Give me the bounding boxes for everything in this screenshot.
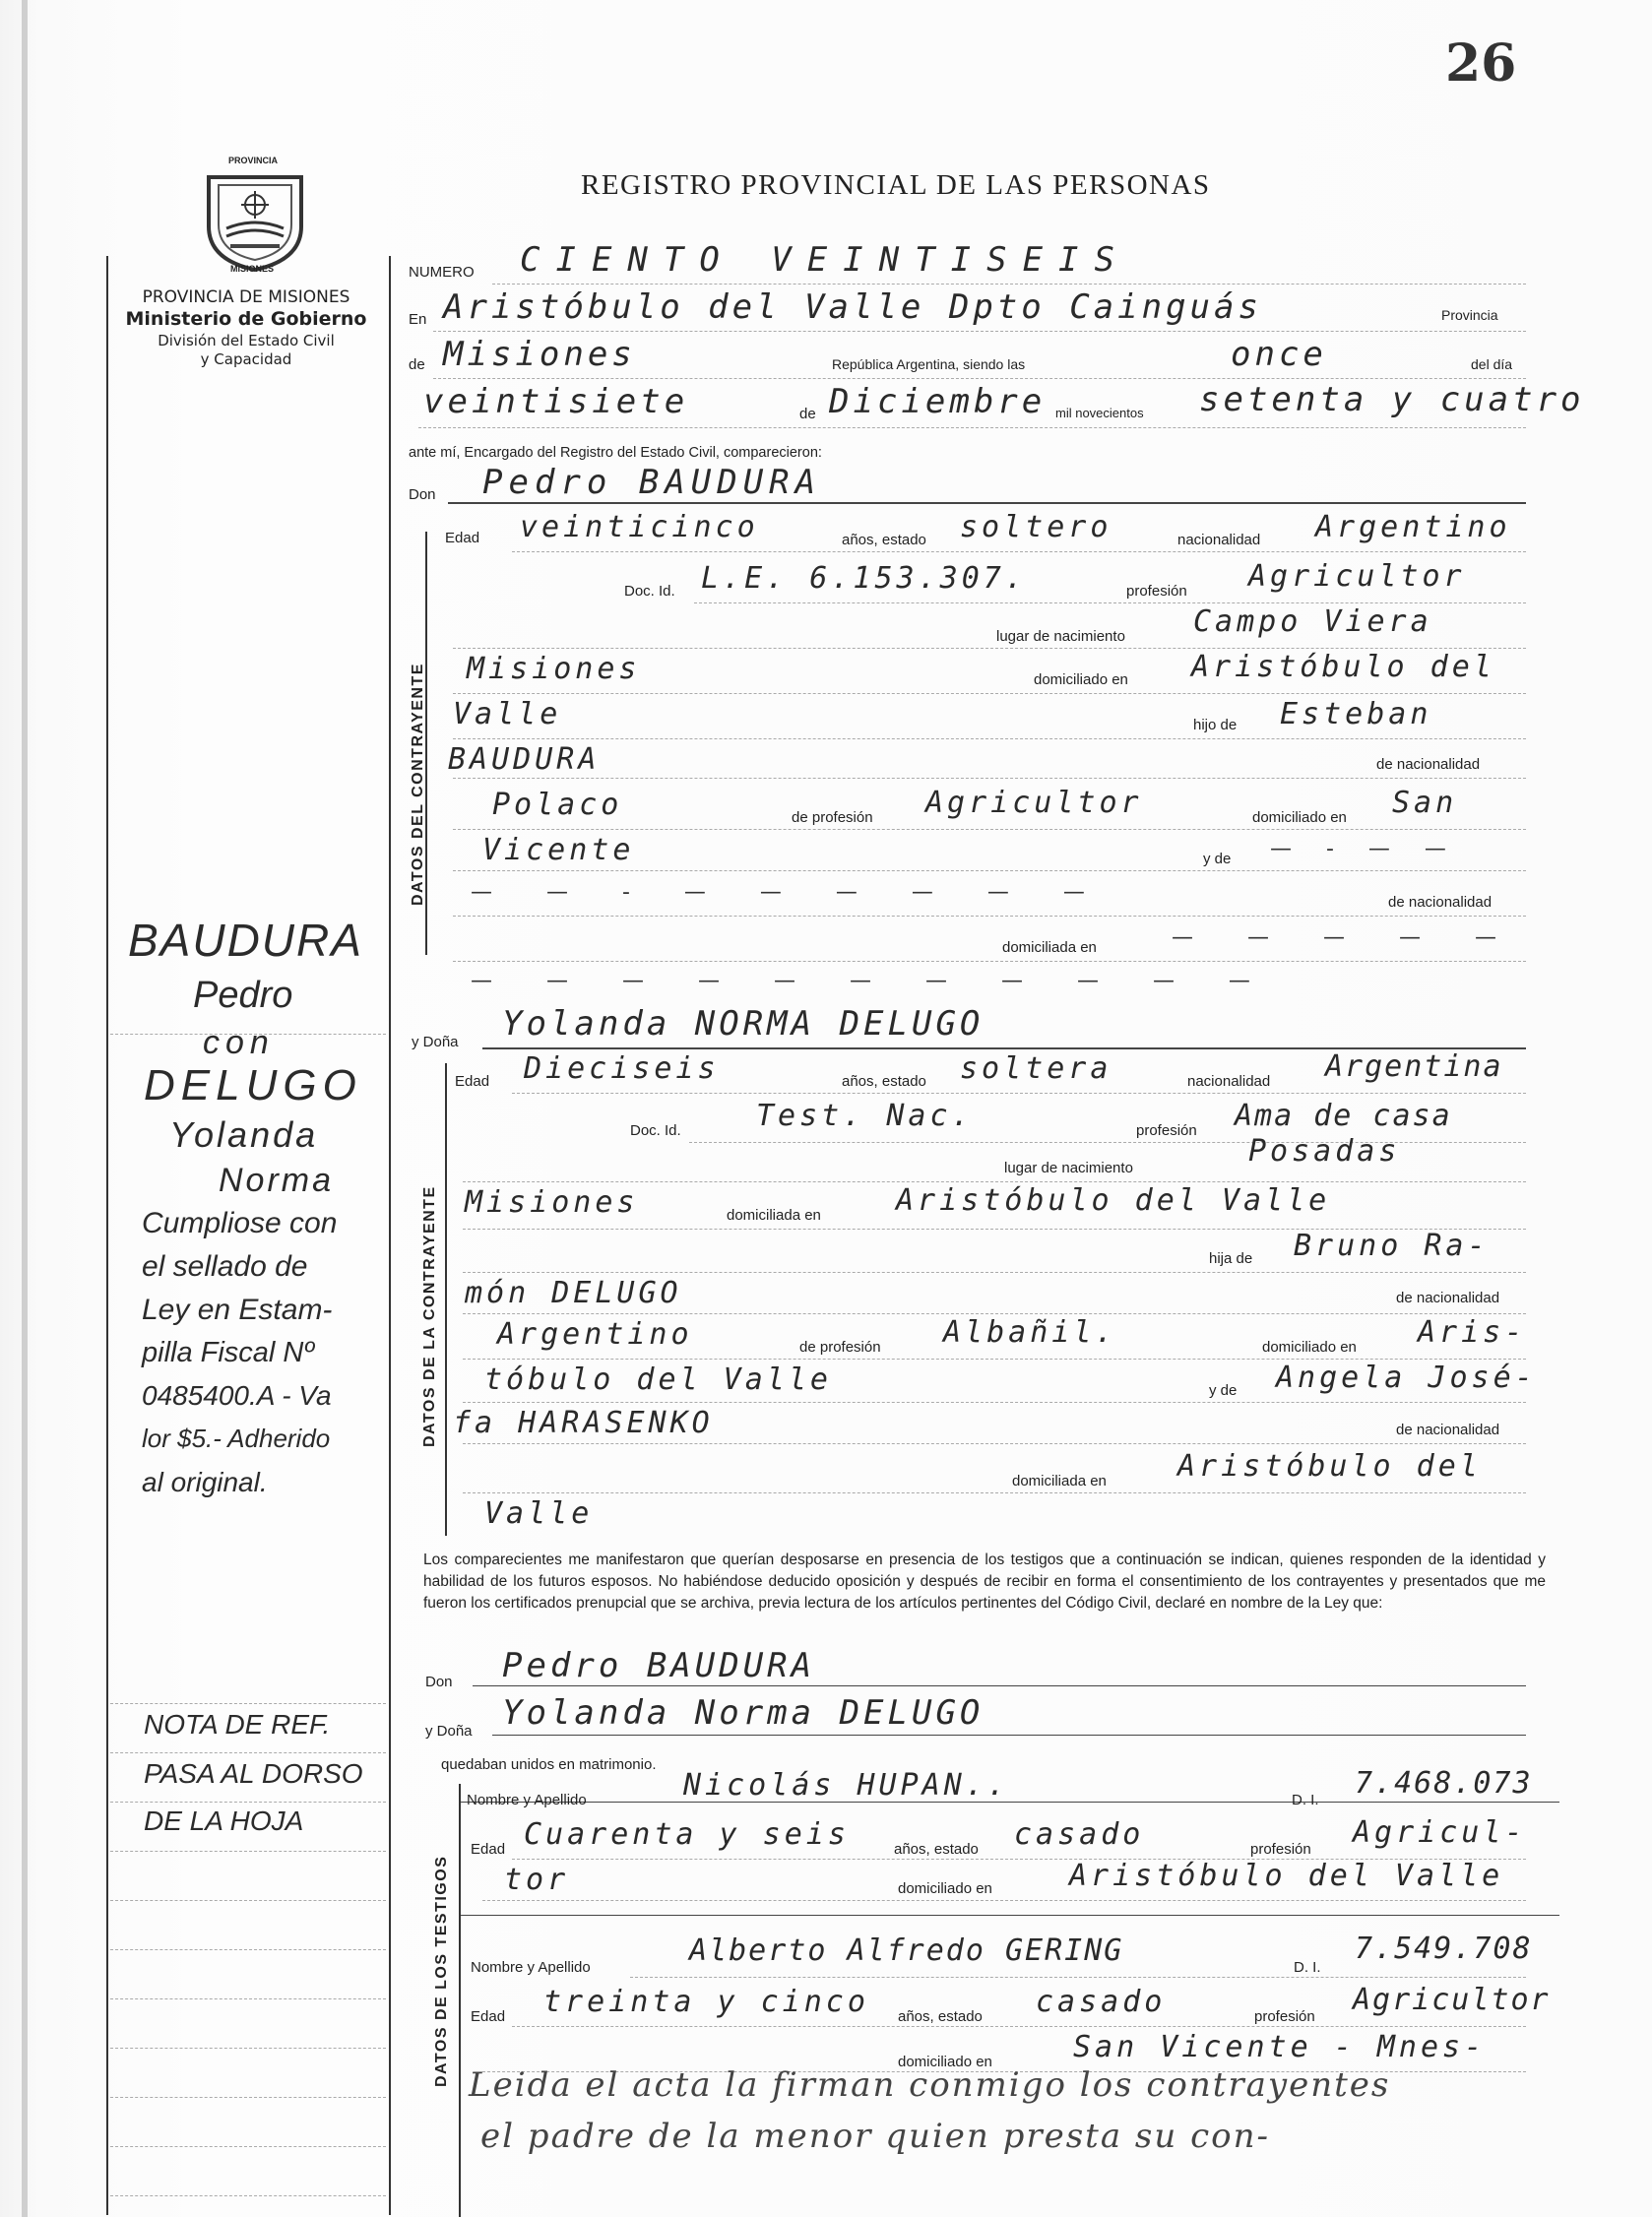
issuing-organization <box>108 287 384 369</box>
decl-unidos: quedaban unidos en matrimonio. <box>441 1756 657 1773</box>
ct-doc-value: Test. Nac. <box>756 1099 974 1133</box>
t1-prof-label: profesión <box>1250 1841 1311 1858</box>
decl-dona-label: y Doña <box>425 1723 473 1740</box>
ct-estado-value: soltera <box>960 1051 1112 1086</box>
t2-dom-value: San Vicente - Mnes- <box>1073 2030 1487 2064</box>
ct-padre-dom-value2: tóbulo del Valle <box>484 1362 832 1397</box>
c-madre-dom-label: domiciliada en <box>1002 939 1097 956</box>
t1-estado-label: años, estado <box>894 1841 979 1858</box>
c-y-de-label: y de <box>1203 851 1232 867</box>
ct-profesion-label: profesión <box>1136 1122 1197 1139</box>
t2-di-label: D. I. <box>1294 1959 1321 1976</box>
t1-estado-value: casado <box>1014 1817 1145 1852</box>
t1-nombre-label: Nombre y Apellido <box>467 1792 587 1808</box>
ct-madre-value2: fa HARASENKO <box>453 1406 714 1440</box>
ct-padre-dom-value: Aris- <box>1418 1315 1527 1350</box>
margin-note-stamp-7: al original. <box>142 1467 268 1497</box>
margin-note-stamp-1: Cumpliose con <box>142 1207 338 1239</box>
t2-nombre-value: Alberto Alfredo GERING <box>689 1933 1124 1968</box>
c-estado-label: años, estado <box>842 532 926 548</box>
t2-prof-label: profesión <box>1254 2008 1315 2025</box>
document-title: REGISTRO PROVINCIAL DE LAS PERSONAS <box>581 169 1211 201</box>
ct-madre-nac-label: de nacionalidad <box>1396 1422 1500 1438</box>
hora-value: once <box>1231 335 1327 374</box>
margin-note-name-1: Pedro <box>193 975 293 1016</box>
t1-prof-value: Agricul- <box>1353 1815 1527 1850</box>
ct-doc-label: Doc. Id. <box>630 1122 681 1139</box>
c-padre-prof-value: Agricultor <box>925 786 1143 820</box>
page-binding <box>22 0 28 2217</box>
closing-line-2: el padre de la menor quien presta su con- <box>480 2117 1270 2156</box>
ct-nombre-value: Yolanda NORMA DELUGO <box>502 1004 985 1044</box>
org-capacity: y Capacidad <box>200 349 292 368</box>
t1-edad-value: Cuarenta y seis <box>524 1817 850 1852</box>
c-estado-value: soltero <box>960 510 1112 544</box>
margin-ref-note-2: PASA AL DORSO <box>144 1758 363 1789</box>
c-padre-nac-label: de nacionalidad <box>1376 756 1481 773</box>
c-padre-dom-label: domiciliado en <box>1252 809 1347 826</box>
t2-estado-label: años, estado <box>898 2008 983 2025</box>
ct-domicilio-label: domiciliada en <box>727 1207 821 1224</box>
del-dia-label: del día <box>1471 356 1513 372</box>
en-label: En <box>409 311 427 328</box>
decl-dona-value: Yolanda Norma DELUGO <box>502 1693 985 1733</box>
t1-di-value: 7.468.073 <box>1355 1766 1533 1801</box>
t1-edad-label: Edad <box>471 1841 506 1858</box>
ct-edad-value: Dieciseis <box>524 1051 720 1086</box>
ct-lugar-value2: Misiones <box>465 1185 639 1220</box>
numero-label: NUMERO <box>409 264 475 281</box>
c-edad-value: veinticinco <box>520 510 759 544</box>
don-label: Don <box>409 486 436 503</box>
provincia-label: Provincia <box>1441 307 1498 323</box>
c-domicilio-value2: Valle <box>453 697 562 731</box>
contrayenta-section-label: DATOS DE LA CONTRAYENTE <box>421 1185 438 1447</box>
ct-padre-prof-label: de profesión <box>799 1339 881 1356</box>
ct-y-de-label: y de <box>1209 1382 1238 1399</box>
ct-madre-value: Angela José- <box>1276 1361 1537 1395</box>
ct-padre-nac-label: de nacionalidad <box>1396 1290 1500 1306</box>
org-ministry: Ministerio de Gobierno <box>125 308 367 331</box>
margin-note-stamp-3: Ley en Estam- <box>142 1294 333 1326</box>
provincial-seal-icon <box>197 158 313 274</box>
margin-note-stamp-2: el sellado de <box>142 1250 308 1283</box>
t1-dom-value: Aristóbulo del Valle <box>1069 1859 1504 1893</box>
ct-nacionalidad-value: Argentina <box>1325 1049 1503 1084</box>
left-margin-rule <box>106 256 108 2215</box>
t2-prof-value: Agricultor <box>1353 1983 1551 2017</box>
closing-line-1: Leida el acta la firman conmigo los contrayentes <box>469 2065 1391 2105</box>
document-page: 26 PROVINCIA MISIONES REGISTRO PROVINCIAL DE LAS PERSONAS PROVINCIA DE MISIONES Ministerio de Gobierno División del Estado Civil y Capacidad NUMERO CIENTO VEINTISEIS En Aristóbulo del Valle Dpto Cainguás Provincia de Misiones República Argentina, siendo las once del día veintisiete de Diciembre mil novecientos setenta y cuatro ante mí, Encargado del Registro del Estado Civil, comparecieron: Don Pedro BAUDURA DATOS DEL CONTRAYENTE Edad veinticinco años, estado soltero nacionalidad Argentino Doc. Id. L.E. 6.153.307. profesión Agricultor lugar de nacimiento Campo Viera Misiones domiciliado en Aristóbulo del Valle hijo de Esteban BAUDURA de nacionalidad Polaco de profesión Agricultor domiciliado en San Vicente y de — - — — — — - — — — — — — de nacionalidad domiciliada en — — — — — — — — — — — — — — — — y Doña Yolanda NORMA DELUGO DATOS DE LA CONTRAYENTE Edad Dieciseis años, estado soltera nacionalidad Argentina Doc. Id. Test. Nac. profesión Ama de casa lugar de nacimiento Posadas Misiones domiciliada en Aristóbulo del Valle hija de Bruno Ra- món DELUGO de nacionalidad Argentino de profesión Albañil. domiciliado en Aris- tóbulo del Valle y de Angela José- fa HARASENKO de nacionalidad domiciliada en Aristóbulo del Valle Los comparecientes me manifestaron que querían desposarse en presencia de los testigos que a continuación se indican, quienes responden de la identidad y habilidad de los futuros esposos. No habiéndose deducido oposición y después de recibir en forma el consentimiento de los contrayentes y presentados que me fueron los certificados prenupcial que se archiva, previa lectura de los artículos pertinentes del Código Civil, declaré en nombre de la Ley que: Don Pedro BAUDURA y Doña Yolanda Norma DELUGO quedaban unidos en matrimonio. DATOS DE LOS TESTIGOS Nombre y Apellido Nicolás HUPAN.. D. I. 7.468.073 Edad Cuarenta y seis años, estado casado profesión Agricul- tor domiciliado en Aristóbulo del Valle Nombre y Apellido Alberto Alfredo GERING D. I. 7.549.708 Edad treinta y cinco años, estado casado profesión Agricultor domiciliado en San Vicente - Mnes- Leida el acta la firman conmigo los contrayentes el padre de la menor quien presta su con- BAUDURA Pedro con DELUGO Yolanda Norma Cumpliose con el sellado de Ley en Estam- pilla Fiscal Nº 0485400.A - Va lor $5.- Adherido al original. NOTA DE REF. PASA AL DORSO DE LA HOJA <box>0 0 1652 2217</box>
anio-value: setenta y cuatro <box>1199 380 1585 419</box>
ct-madre-dom-value: Aristóbulo del <box>1177 1449 1482 1484</box>
ct-hija-label: hija de <box>1209 1250 1253 1267</box>
c-padre-value2: BAUDURA <box>448 742 601 777</box>
de-label: de <box>409 356 425 373</box>
c-profesion-value: Agricultor <box>1248 559 1466 594</box>
republica-label: República Argentina, siendo las <box>832 356 1026 372</box>
margin-note-name-2: Yolanda <box>169 1114 319 1155</box>
org-province: PROVINCIA DE MISIONES <box>142 287 350 307</box>
ct-madre-dom-value2: Valle <box>484 1496 594 1531</box>
c-edad-label: Edad <box>445 530 480 546</box>
ct-profesion-value: Ama de casa <box>1235 1099 1452 1133</box>
seal-text-top: PROVINCIA <box>228 156 279 165</box>
c-lugar-label: lugar de nacimiento <box>996 628 1125 645</box>
c-lugar-value2: Misiones <box>467 652 641 686</box>
ct-estado-label: años, estado <box>842 1073 926 1090</box>
c-doc-value: L.E. 6.153.307. <box>701 561 1027 596</box>
numero-value: CIENTO VEINTISEIS <box>520 240 1130 280</box>
decl-don-label: Don <box>425 1674 453 1690</box>
ante-label: ante mí, Encargado del Registro del Estado Civil, comparecieron: <box>409 445 822 461</box>
margin-note-con: con <box>203 1024 275 1061</box>
ct-nacionalidad-label: nacionalidad <box>1187 1073 1271 1090</box>
column-divider <box>389 256 391 2215</box>
margin-note-surname-1: BAUDURA <box>128 915 363 966</box>
t2-edad-value: treinta y cinco <box>543 1985 869 2019</box>
ct-padre-value2: món DELUGO <box>465 1276 682 1310</box>
margin-note-stamp-5: 0485400.A - Va <box>142 1380 332 1411</box>
ct-domicilio-value: Aristóbulo del Valle <box>896 1183 1331 1218</box>
c-padre-prof-label: de profesión <box>792 809 873 826</box>
t2-dom-label: domiciliado en <box>898 2054 992 2070</box>
ct-madre-dom-label: domiciliada en <box>1012 1473 1107 1489</box>
c-nacionalidad-value: Argentino <box>1315 510 1511 544</box>
margin-ref-note-3: DE LA HOJA <box>144 1805 304 1836</box>
t2-edad-label: Edad <box>471 2008 506 2025</box>
margin-note-stamp-4: pilla Fiscal Nº <box>142 1337 314 1368</box>
margin-note-name-3: Norma <box>219 1162 335 1199</box>
ct-lugar-value: Posadas <box>1248 1134 1401 1169</box>
t1-di-label: D. I. <box>1292 1792 1319 1808</box>
t1-nombre-value: Nicolás HUPAN.. <box>683 1768 1009 1803</box>
c-madre-nac-label: de nacionalidad <box>1388 894 1493 911</box>
c-domicilio-label: domiciliado en <box>1034 671 1128 688</box>
ct-padre-prof-value: Albañil. <box>943 1315 1117 1350</box>
c-padre-nac-value: Polaco <box>492 788 623 822</box>
c-padre-value: Esteban <box>1280 697 1432 731</box>
c-padre-dom-value: San <box>1392 786 1458 820</box>
dia-value: veintisiete <box>423 382 689 421</box>
legal-declaration-text: Los comparecientes me manifestaron que querían desposarse en presencia de los testigos que a continuación se indican, quienes responden de la identidad y habilidad de los futuros esposos. No habiéndose deducido oposición y después de recibir en forma el consentimiento de los contrayentes y presentados que me fueron los certificados prenupcial que se archiva, previa lectura de los artículos pertinentes del Código Civil, declaré en nombre de la Ley que: <box>423 1552 1546 1612</box>
c-profesion-label: profesión <box>1126 583 1187 600</box>
t1-dom-label: domiciliado en <box>898 1880 992 1897</box>
mes-value: Diciembre <box>829 382 1047 421</box>
c-lugar-value: Campo Viera <box>1193 604 1432 639</box>
margin-note-stamp-6: lor $5.- Adherido <box>142 1424 331 1453</box>
t1-prof-value2: tor <box>504 1863 570 1897</box>
mil-label: mil novecientos <box>1055 406 1144 420</box>
ct-padre-value: Bruno Ra- <box>1294 1229 1490 1263</box>
t2-estado-value: casado <box>1036 1985 1167 2019</box>
ct-padre-dom-label: domiciliado en <box>1262 1339 1357 1356</box>
de2-label: de <box>799 406 816 422</box>
margin-ref-note-1: NOTA DE REF. <box>144 1709 331 1740</box>
c-nacionalidad-label: nacionalidad <box>1177 532 1261 548</box>
c-hijo-label: hijo de <box>1193 717 1238 733</box>
decl-don-value: Pedro BAUDURA <box>502 1646 816 1685</box>
margin-note-surname-2: DELUGO <box>144 1061 362 1109</box>
c-domicilio-value: Aristóbulo del <box>1191 650 1495 684</box>
t2-nombre-label: Nombre y Apellido <box>471 1959 591 1976</box>
y-dona-label: y Doña <box>412 1034 459 1050</box>
en-value: Aristóbulo del Valle Dpto Cainguás <box>443 287 1262 327</box>
testigos-section-label: DATOS DE LOS TESTIGOS <box>433 1855 450 2087</box>
c-doc-label: Doc. Id. <box>624 583 675 600</box>
don-value: Pedro BAUDURA <box>482 463 822 502</box>
contrayente-section-label: DATOS DEL CONTRAYENTE <box>410 663 426 906</box>
c-padre-dom-value2: Vicente <box>482 833 635 867</box>
ct-lugar-label: lugar de nacimiento <box>1004 1160 1133 1176</box>
page-number: 26 <box>1445 33 1517 94</box>
t2-di-value: 7.549.708 <box>1355 1932 1533 1966</box>
seal-text-bottom: MISIONES <box>230 264 275 274</box>
org-division: División del Estado Civil <box>158 332 335 349</box>
ct-padre-nac-value: Argentino <box>497 1317 693 1352</box>
ct-edad-label: Edad <box>455 1073 490 1090</box>
de-value: Misiones <box>443 335 636 374</box>
